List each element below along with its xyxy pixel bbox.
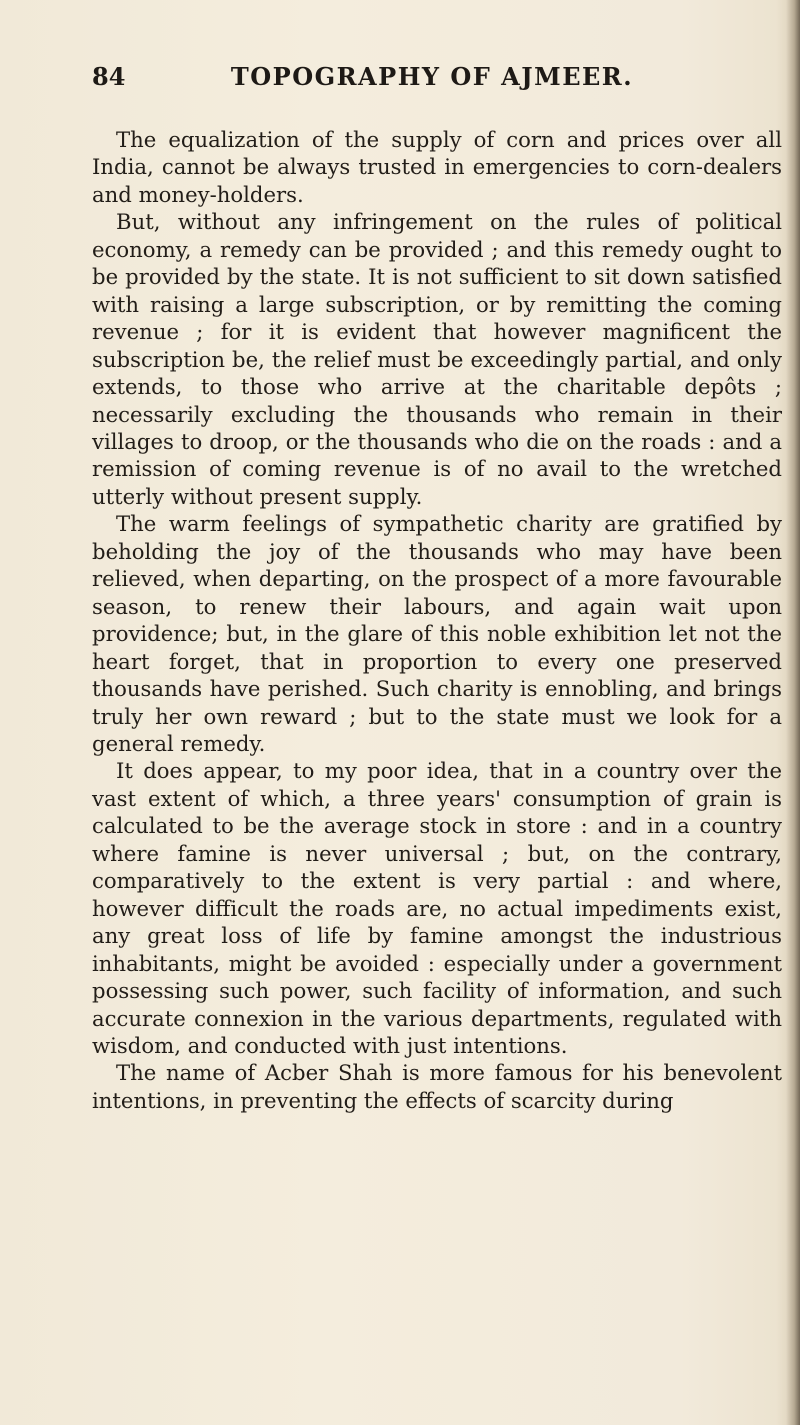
page-edge-shadow [786,0,800,1425]
paragraph: The name of Acber Shah is more famous for his benevolent intentions, in preventing the effects of scarcity during [92,1060,782,1113]
paragraph: The equalization of the supply of corn and prices over all India, cannot be always trusted in emergencies to corn-dealers and money-holders. [92,127,782,207]
paragraph: It does appear, to my poor idea, that in a country over the vast extent of which, a three years' consumption of grain is calculated to be the average stock in store : and in a country where famine is never universal ; but, on the contrary, comparatively to the extent is very partial : and where, however difficult the roads are, no actual impediments exist, any great loss of life by famine amongst the industrious inhabitants, might be avoided : especially under a government possessing such power, such facility of information, and such accurate connexion in the various departments, regulated with wisdom, and conducted with just intentions. [92,758,782,1058]
body-text [92,126,782,1114]
page-number: 84 [92,62,126,91]
running-title: TOPOGRAPHY OF AJMEER. [230,62,634,91]
paragraph: But, without any infringement on the rules of political economy, a remedy can be provided ; and this remedy ought to be provided by the state. It is not sufficient to sit down satisfied with raising a large subscription, or by remitting the coming revenue ; for it is evident that however magnificent the subscription be, the relief must be exceedingly partial, and only extends, to those who arrive at the charitable depôts ; necessarily excluding the thousands who remain in their villages to droop, or the thousands who die on the roads : and a remission of coming revenue is of no avail to the wretched utterly without present supply. [92,209,782,509]
paragraph: The warm feelings of sympathetic charity are gratified by beholding the joy of the thousands who may have been relieved, when departing, on the prospect of a more favourable season, to renew their labours, and again wait upon providence; but, in the glare of this noble exhibition let not the heart forget, that in proportion to every one preserved thousands have perished. Such charity is ennobling, and brings truly her own reward ; but to the state must we look for a general remedy. [92,511,782,756]
page-header [92,62,772,102]
